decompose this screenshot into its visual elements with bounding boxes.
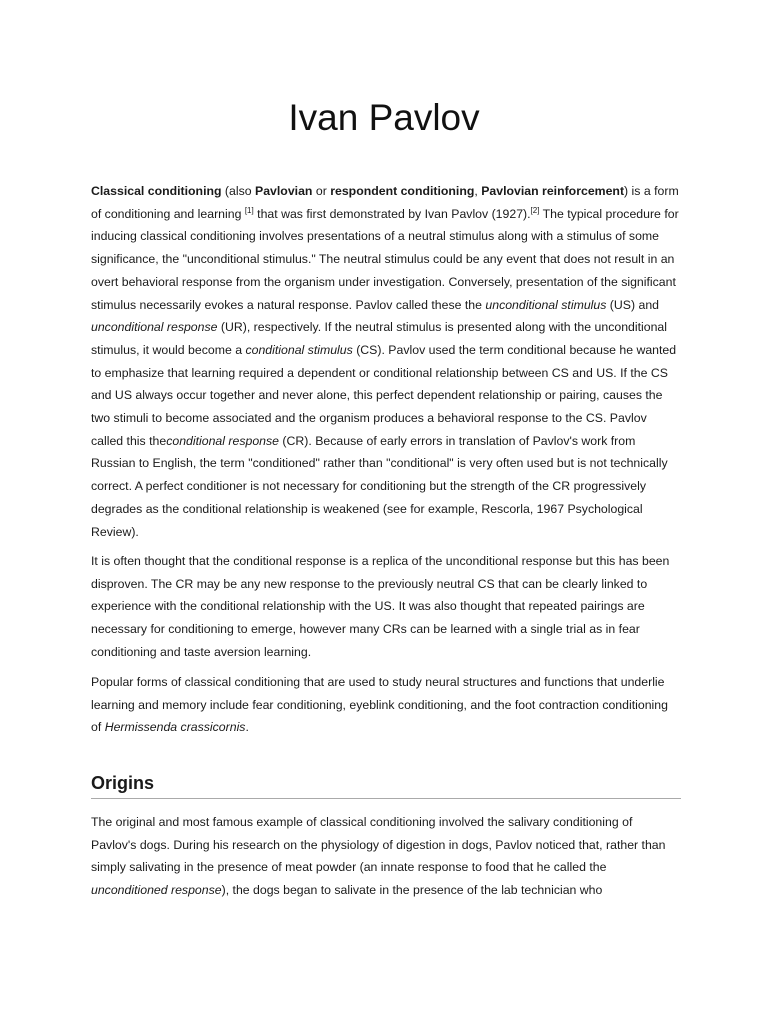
term-classical-conditioning: Classical conditioning (91, 184, 222, 198)
section-heading-origins: Origins (91, 770, 681, 799)
term-pavlovian-reinforcement: Pavlovian reinforcement (481, 184, 625, 198)
citation-2[interactable]: [2] (530, 205, 540, 215)
term-pavlovian: Pavlovian (255, 184, 313, 198)
text-span: , (474, 184, 482, 198)
text-span: ), the dogs began to salivate in the presence of the lab technician who (221, 883, 603, 898)
text-span: or (312, 184, 331, 198)
citation-1[interactable]: [1] (244, 205, 254, 215)
text-span: Popular forms of classical conditioning that are used to study neural structures and functions that underlie learning and memory include fear conditioning, eyeblink conditioning, and the foot contraction conditioning of (91, 675, 668, 735)
term-respondent-conditioning: respondent conditioning (330, 184, 475, 198)
term-unconditional-stimulus: unconditional stimulus (485, 297, 607, 312)
page-title: Ivan Pavlov (288, 97, 480, 138)
text-span: . (245, 720, 249, 735)
text-span: (US) and (606, 297, 660, 312)
term-conditional-response: conditional response (166, 433, 280, 448)
text-span: The typical procedure for inducing classical conditioning involves presentations of a neutral stimulus along with a stimulus of some significance, the "unconditional stimulus." The neutral stimulus could be any event that does not result in an overt behavioral response from the organism under investigation. Conversely, presentation of the significant stimulus necessarily evokes a natural response. Pavlov called these the (91, 206, 679, 312)
intro-paragraph-1 (91, 180, 681, 542)
text-span: ) is a form of conditioning and learning (91, 184, 679, 221)
text-span: The original and most famous example of classical conditioning involved the salivary conditioning of Pavlov's dogs. During his research on the physiology of digestion in dogs, Pavlov noticed that, rather than simply salivating in the presence of meat powder (an innate response to food that he called the (91, 815, 666, 875)
text-span: (CR). Because of early errors in translation of Pavlov's work from Russian to English, the term "conditioned" rather than "conditional" is very often used but is not technically correct. A perfect conditioner is not necessary for conditioning but the strength of the CR progressively degrades as the conditional relationship is weakened (see for example, Rescorla, 1967 Psychological Review). (91, 433, 668, 539)
text-span: (also (221, 184, 256, 198)
intro-section (91, 180, 681, 747)
term-hermissenda-crassicornis: Hermissenda crassicornis (104, 720, 246, 735)
text-span: (UR), respectively. If the neutral stimulus is presented along with the unconditional stimulus, it would become a (91, 320, 667, 357)
text-span: (CS). Pavlov used the term conditional because he wanted to emphasize that learning required a dependent or conditional relationship between CS and US. If the CS and US always occur together and never alone, this perfect dependent relationship or pairing, causes the two stimuli to become associated and the organism produces a behavioral response to the CS. Pavlov called this the (91, 342, 677, 448)
term-unconditioned-response: unconditioned response (91, 883, 222, 898)
text-span: that was first demonstrated by Ivan Pavlov (1927). (253, 206, 531, 221)
intro-paragraph-3 (91, 671, 681, 739)
term-unconditional-response: unconditional response (91, 320, 218, 335)
intro-paragraph-2: It is often thought that the conditional response is a replica of the unconditional response but this has been disproven. The CR may be any new response to the previously neutral CS that can be clearly linked to experience with the conditional relationship with the US. It was also thought that repeated pairings are necessary for conditioning to emerge, however many CRs can be learned with a single trial as in fear conditioning and taste aversion learning. (91, 554, 670, 659)
term-conditional-stimulus: conditional stimulus (245, 342, 353, 357)
origins-paragraph-1 (91, 811, 681, 902)
